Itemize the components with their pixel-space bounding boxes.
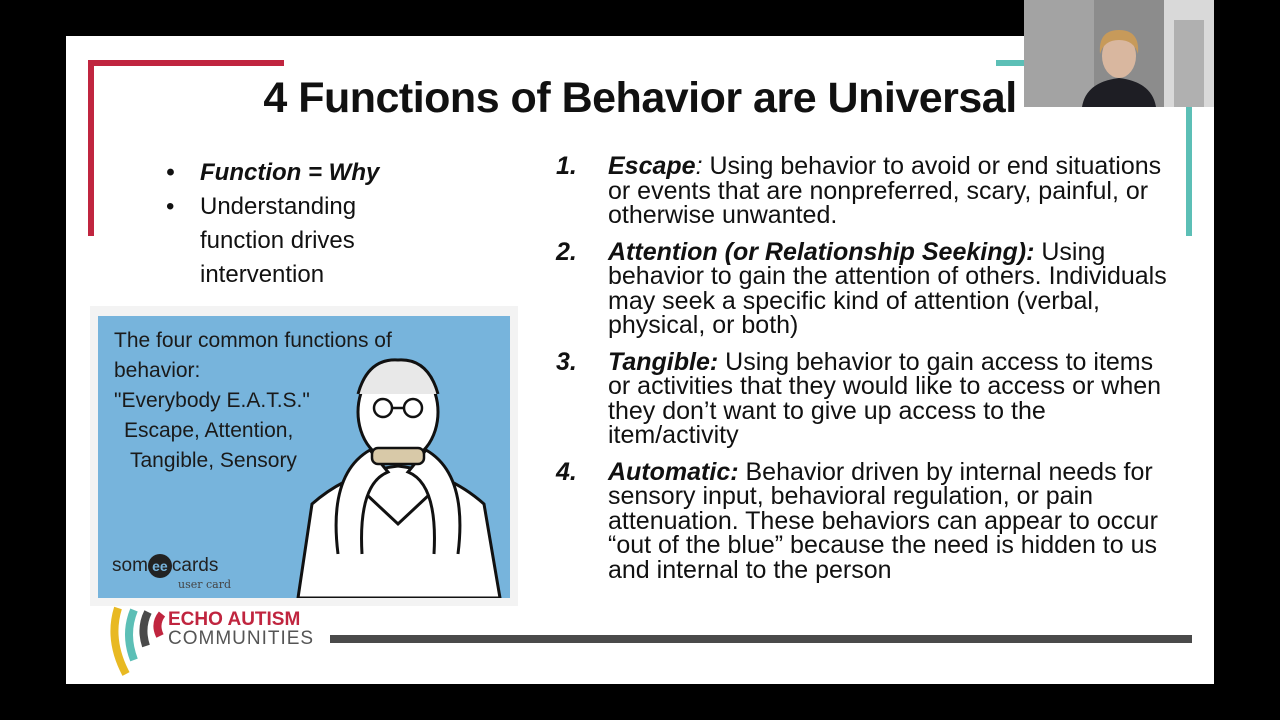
brand-ee-badge: ee: [148, 554, 172, 578]
footer-divider: [330, 635, 1192, 643]
function-item: [556, 347, 1176, 449]
function-item: [556, 237, 1176, 339]
function-number: 1.: [556, 152, 577, 180]
function-term: Attention (or Relationship Seeking):: [608, 237, 1035, 266]
logo-arcs-icon: [104, 604, 168, 676]
function-number: 3.: [556, 347, 577, 376]
card-background: [98, 316, 510, 598]
functions-list: [556, 154, 1176, 594]
card-line: Escape, Attention,: [124, 419, 294, 442]
function-item: [556, 154, 1176, 228]
function-term: Tangible:: [608, 347, 719, 376]
man-eating-illustration: [288, 354, 510, 598]
echo-autism-logo: [104, 604, 324, 676]
function-separator: :: [695, 152, 703, 180]
card-line: behavior:: [114, 359, 201, 382]
card-line: The four common functions of: [114, 329, 392, 352]
bullet-understanding: • Understanding function drives intervention: [166, 190, 416, 292]
card-line: "Everybody E.A.T.S.": [114, 389, 310, 412]
presenter-video-icon: [1024, 0, 1214, 107]
function-number: 4.: [556, 457, 577, 486]
function-description: Using behavior to gain the attention of others. Individuals may seek a specific kind of attention (verbal, physical, or both): [608, 237, 1167, 339]
logo-line1: ECHO AUTISM: [168, 609, 301, 630]
function-description: Using behavior to gain access to items or activities that they would like to access or when they don’t want to give up access to the item/activity: [608, 347, 1162, 449]
slide-title: 4 Functions of Behavior are Universal: [263, 74, 1017, 122]
logo-line2: COMMUNITIES: [168, 628, 315, 649]
corner-accent-red: [88, 60, 284, 66]
summary-bullets: [166, 156, 416, 292]
someecards-image: [90, 306, 518, 606]
function-description: Behavior driven by internal needs for sensory input, behavioral regulation, or pain attenuation. These behaviors can appear to occur “out of the blue” because the need is hidden to us and internal to the person: [608, 457, 1158, 584]
presentation-slide: [66, 36, 1214, 684]
brand-subtitle: user card: [178, 578, 232, 591]
presenter-webcam: [1024, 0, 1214, 107]
logo-wordmark: [168, 610, 314, 648]
function-description: Using behavior to avoid or end situations or events that are nonpreferred, scary, painful, or otherwise unwanted.: [608, 152, 1162, 229]
card-line: Tangible, Sensory: [130, 449, 297, 472]
function-term: Automatic:: [608, 457, 739, 486]
brand-text: som: [112, 555, 148, 576]
function-item: [556, 457, 1176, 584]
function-term: Escape: [608, 152, 696, 180]
bullet-function-why: • Function = Why: [166, 156, 416, 190]
someecards-logo: [112, 554, 218, 578]
function-number: 2.: [556, 237, 577, 266]
brand-text: cards: [171, 555, 219, 576]
